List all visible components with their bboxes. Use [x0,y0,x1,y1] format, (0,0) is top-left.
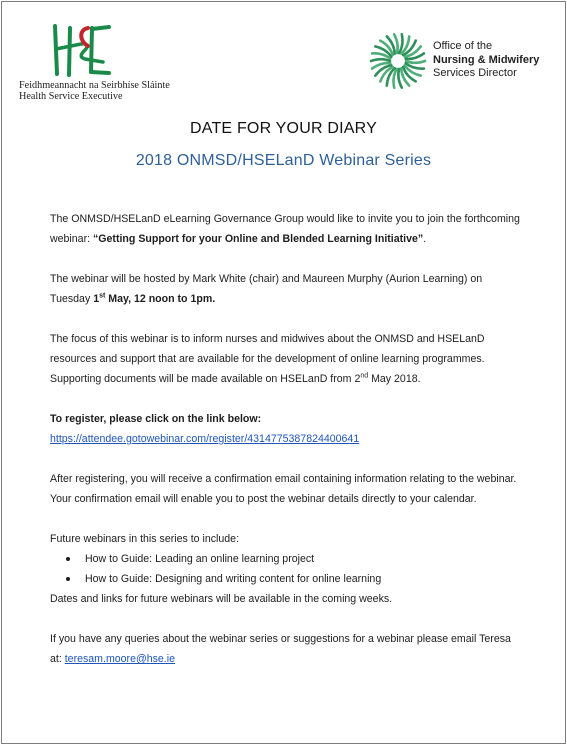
future-intro: Future webinars in this series to include: [50,533,240,545]
webinar-date: 1st May, 12 noon to 1pm. [93,292,216,305]
focus-end: May 2018. [368,373,421,385]
register-link[interactable]: https://attendee.gotowebinar.com/register/4314775387824400641 [50,433,360,445]
future-webinar-list [50,549,525,589]
starburst-ray [399,34,402,53]
onmsd-line-1: Office of the [433,40,493,52]
page-subtitle: 2018 ONMSD/HSELanD Webinar Series [135,152,432,169]
onmsd-logo-text [433,40,539,81]
focus-text: The focus of this webinar is to inform nurses and midwives about the ONMSD and HSELanD resources and support that are available for the development of online learning programmes. Supporting documents will be made available on HSELanD from 2 [50,333,485,385]
future-note: Dates and links for future webinars will be available in the coming weeks. [50,593,393,605]
register-heading: To register, please click on the link below: [50,413,262,425]
contact-email-link[interactable]: teresam.moore@hse.ie [64,653,175,665]
invite-end: . [423,233,427,245]
starburst-ray [406,61,425,63]
host-text: The webinar will be hosted by Mark White (chair) and Maureen Murphy (Aurion Learning) on Tuesday [50,273,483,305]
starburst-icon [369,32,427,90]
future-webinar-item: How to Guide: Leading an online learning project [50,549,525,569]
hse-logo-mark [51,22,113,80]
host-paragraph [50,269,525,309]
starburst-ray [394,69,397,88]
focus-paragraph [50,329,525,389]
future-webinar-item: How to Guide: Designing and writing content for online learning [50,569,525,589]
hse-english-name: Health Service Executive [19,91,123,102]
onmsd-line-2: Nursing & Midwifery [433,53,540,66]
hse-logo [19,22,170,102]
contact-paragraph [50,629,525,669]
starburst-ray [371,59,390,61]
onmsd-line-3: Services Director [433,67,517,79]
notice-body [50,209,525,669]
focus-sup: nd [360,372,369,380]
invite-text: The ONMSD/HSELanD eLearning Governance Group would like to invite you to join the forthcoming webinar: [50,213,520,245]
hse-irish-name: Feidhmeannacht na Seirbhíse Sláinte [19,80,170,91]
diary-notice-page [1,1,566,744]
webinar-title: “Getting Support for your Online and Blended Learning Initiative” [93,233,424,245]
confirmation-paragraph: After registering, you will receive a confirmation email containing information relating to the webinar. Your confirmation email will enable you to post the webinar details directly to your calendar. [50,473,517,505]
invite-paragraph [50,209,525,249]
page-title: DATE FOR YOUR DIARY [190,120,377,137]
contact-text: If you have any queries about the webinar series or suggestions for a webinar please email Teresa at: [50,633,511,665]
